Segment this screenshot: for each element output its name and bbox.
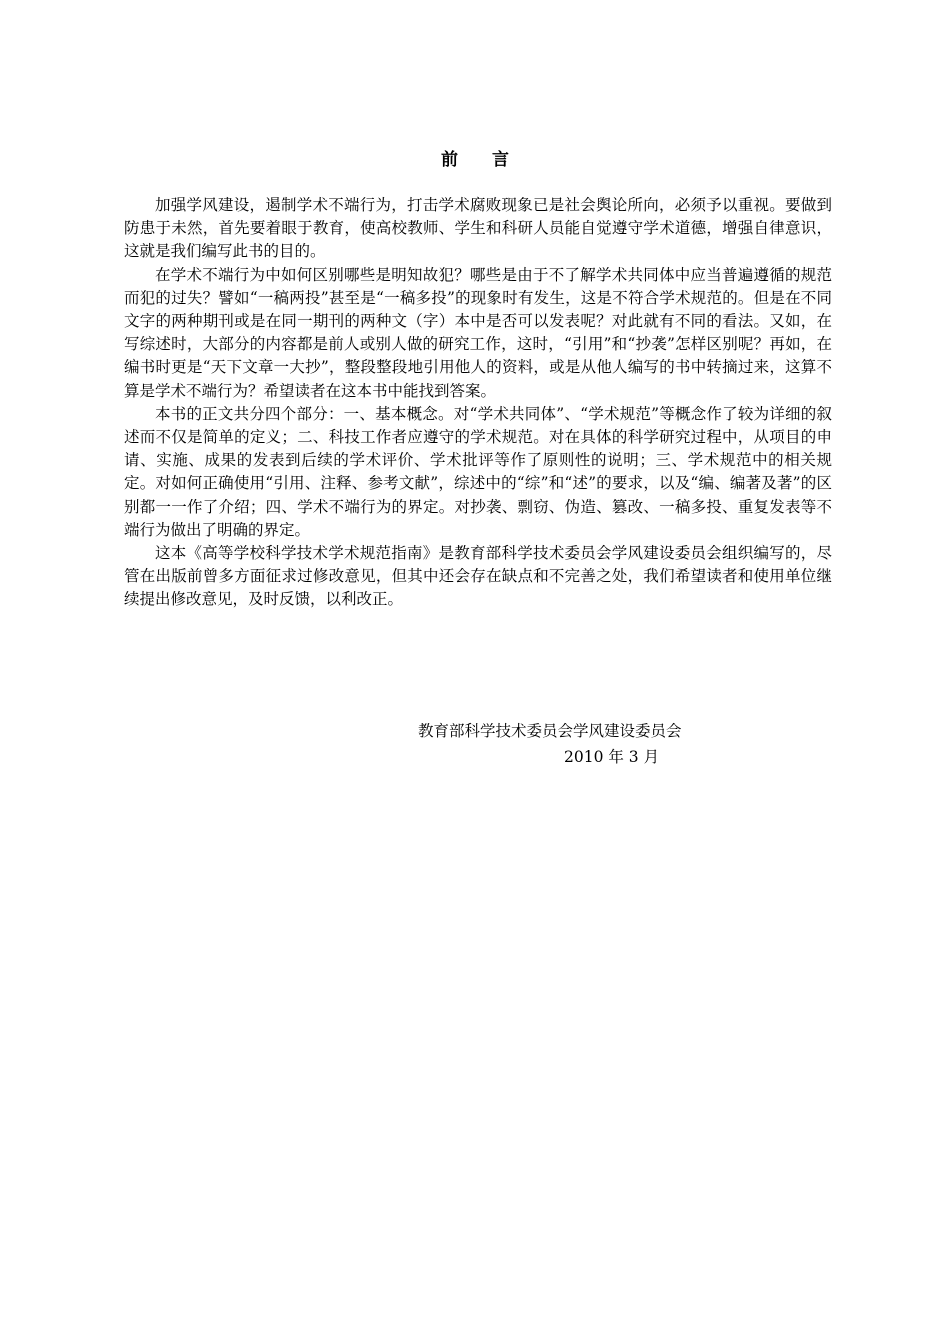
paragraph-4: 这本《高等学校科学技术学术规范指南》是教育部科学技术委员会学风建设委员会组织编写的，尽管在出版前曾多方面征求过修改意见，但其中还会存在缺点和不完善之处，我们希望读者和使用单位继续提出修改意见，及时反馈，以利改正。 (124, 544, 832, 609)
paragraph-3: 本书的正文共分四个部分：一、基本概念。对“学术共同体”、“学术规范”等概念作了较为详细的叙述而不仅是简单的定义；二、科技工作者应遵守的学术规范。对在具体的科学研究过程中，从项目的申请、实施、成果的发表到后续的学术评价、学术批评等作了原则性的说明；三、学术规范中的相关规定。对如何正确使用“引用、注释、参考文献”，综述中的“综”和“述”的要求，以及“编、编著及著”的区别都一一作了介绍；四、学术不端行为的界定。对抄袭、剽窃、伪造、篡改、一稿多投、重复发表等不端行为做出了明确的界定。 (124, 404, 832, 539)
paragraph-1: 加强学风建设，遏制学术不端行为，打击学术腐败现象已是社会舆论所向，必须予以重视。要做到防患于未然，首先要着眼于教育，使高校教师、学生和科研人员能自觉遵守学术道德，增强自律意识，这就是我们编写此书的目的。 (124, 196, 832, 261)
preface-body (124, 194, 832, 612)
signature-organization: 教育部科学技术委员会学风建设委员会 (418, 722, 682, 740)
signature-date: 2010 年 3 月 (564, 748, 660, 766)
paragraph-2: 在学术不端行为中如何区别哪些是明知故犯？哪些是由于不了解学术共同体中应当普遍遵循的规范而犯的过失？譬如“一稿两投”甚至是“一稿多投”的现象时有发生，这是不符合学术规范的。但是在不同文字的两种期刊或是在同一期刊的两种文（字）本中是否可以发表呢？对此就有不同的看法。又如，在写综述时，大部分的内容都是前人或别人做的研究工作，这时，“引用”和“抄袭”怎样区别呢？再如，在编书时更是“天下文章一大抄”，整段整段地引用他人的资料，或是从他人编写的书中转摘过来，这算不算是学术不端行为？希望读者在这本书中能找到答案。 (124, 265, 832, 400)
page-title: 前 言 (441, 150, 523, 170)
signature-block (418, 718, 718, 770)
